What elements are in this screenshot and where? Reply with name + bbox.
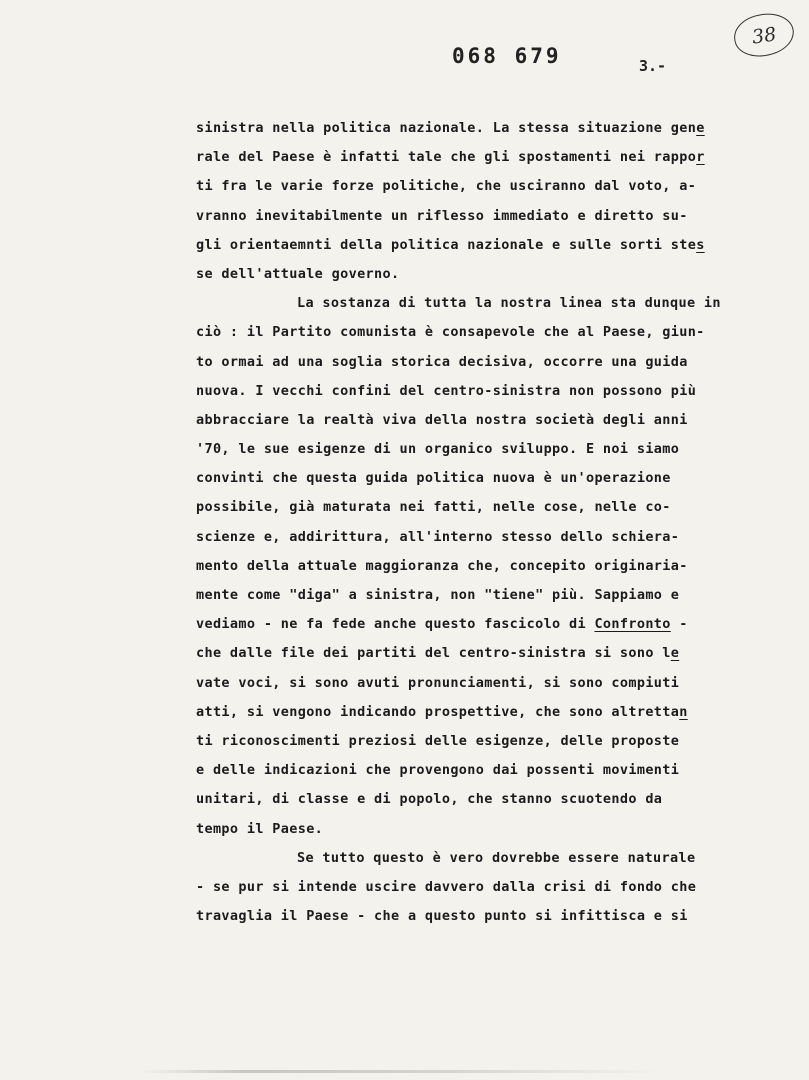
text-line [196, 669, 796, 698]
text-line [196, 435, 796, 464]
text-line [196, 464, 796, 493]
text-line-content: La sostanza di tutta la nostra linea sta dunque in [297, 295, 721, 312]
text-line [196, 610, 796, 639]
text-line-content: abbracciare la realtà viva della nostra società degli anni [196, 411, 688, 428]
text-line-content: rale del Paese è infatti tale che gli spostamenti nei rappo [196, 149, 697, 166]
text-line-content: - se pur si intende uscire davvero dalla crisi di fondo che [196, 878, 697, 895]
text-line [196, 698, 796, 727]
text-line [196, 552, 796, 581]
text-line [196, 756, 796, 785]
text-line-content: gli orientaemnti della politica nazionale e sulle sorti ste [196, 236, 697, 253]
underlined-text: n [679, 703, 688, 720]
underlined-text: r [696, 149, 705, 166]
text-line [196, 815, 796, 844]
text-line-content: che dalle file dei partiti del centro-sinistra si sono l [196, 645, 671, 662]
text-line-content: vate voci, si sono avuti pronunciamenti, si sono compiuti [196, 674, 680, 691]
folio-number: 068 679 [452, 44, 562, 68]
text-line [196, 202, 796, 231]
text-line-content: se dell'attuale governo. [196, 265, 400, 282]
text-line-content: vranno inevitabilmente un riflesso immediato e diretto su- [196, 207, 688, 224]
text-line [196, 143, 796, 172]
text-line-content: ti fra le varie forze politiche, che usciranno dal voto, a- [196, 178, 697, 195]
text-line-content: nuova. I vecchi confini del centro-sinistra non possono più [196, 382, 697, 399]
text-line-content: tempo il Paese. [196, 820, 324, 837]
text-line [196, 231, 796, 260]
text-line-content: mente come "diga" a sinistra, non "tiene" più. Sappiamo e [196, 587, 680, 603]
text-line-content: atti, si vengono indicando prospettive, che sono altretta [196, 703, 680, 720]
text-line-content: ti riconoscimenti preziosi delle esigenze, delle proposte [196, 732, 680, 749]
text-line-content: mento della attuale maggioranza che, concepito originaria- [196, 557, 688, 574]
underlined-text: Confronto [594, 616, 671, 633]
text-line [196, 493, 796, 522]
underlined-text: e [670, 645, 680, 662]
text-line-tail: - [670, 616, 688, 633]
text-line [196, 581, 796, 610]
scan-edge-mark [140, 1070, 660, 1073]
typed-text-body [196, 114, 796, 931]
text-line [196, 902, 796, 931]
text-line-content: Se tutto questo è vero dovrebbe essere naturale [297, 849, 696, 866]
text-line-content: unitari, di classe e di popolo, che stanno scuotendo da [196, 791, 663, 808]
text-line [196, 377, 796, 406]
handwritten-circled-number: 38 [731, 10, 796, 60]
text-line [196, 873, 796, 902]
text-line-content: sinistra nella politica nazionale. La stessa situazione gen [196, 120, 697, 136]
text-line [196, 727, 796, 756]
underlined-text: e [696, 120, 705, 136]
text-line-content: '70, le sue esigenze di un organico sviluppo. E noi siamo [196, 441, 680, 458]
text-line [196, 523, 796, 552]
text-line [196, 260, 796, 289]
underlined-text: s [696, 236, 705, 253]
text-line-content: ciò : il Partito comunista è consapevole che al Paese, giun- [196, 324, 705, 341]
text-line-content: scienze e, addirittura, all'interno stesso dello schiera- [196, 528, 680, 545]
text-line-content: convinti che questa guida politica nuova è un'operazione [196, 470, 671, 487]
text-line-content: e delle indicazioni che provengono dai possenti movimenti [196, 762, 680, 779]
text-line [196, 114, 796, 143]
text-line-content: to ormai ad una soglia storica decisiva, occorre una guida [196, 353, 688, 370]
text-line [196, 289, 796, 318]
text-line-content: vediamo - ne fa fede anche questo fascicolo di [196, 616, 595, 633]
text-line-content: possibile, già maturata nei fatti, nelle cose, nelle co- [196, 499, 671, 516]
page-number: 3.- [639, 57, 667, 75]
text-line-content: travaglia il Paese - che a questo punto si infittisca e si [196, 908, 688, 925]
text-line [196, 639, 796, 668]
text-line [196, 348, 796, 377]
text-line [196, 318, 796, 347]
text-line [196, 172, 796, 201]
text-line [196, 785, 796, 814]
text-line [196, 406, 796, 435]
text-line [196, 844, 796, 873]
